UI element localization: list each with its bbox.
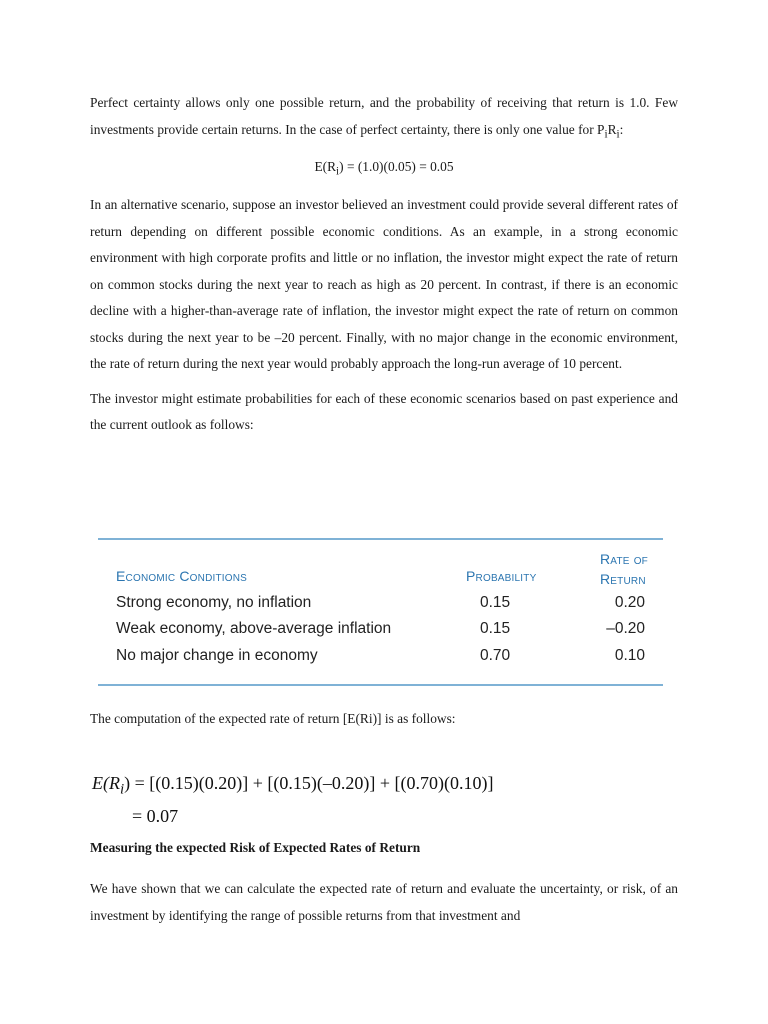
- document-body: [90, 90, 678, 439]
- paragraph-perfect-certainty: [90, 90, 678, 148]
- variable-r: R: [607, 121, 617, 137]
- cell-probability: 0.15: [480, 594, 511, 611]
- paragraph-probabilities-intro: The investor might estimate probabilities for each of these economic scenarios based on past experience and the current outlook as follows:: [90, 390, 678, 433]
- paragraph-computation-intro: The computation of the expected rate of return [E(Ri)] is as follows:: [90, 711, 456, 726]
- cell-condition: Weak economy, above-average inflation: [116, 620, 392, 637]
- section-heading: Measuring the expected Risk of Expected Rates of Return: [90, 840, 421, 855]
- cell-condition: No major change in economy: [116, 647, 318, 664]
- cell-rate: 0.20: [614, 594, 645, 611]
- formula-part: E(R: [314, 158, 337, 174]
- formula-lhs: E(R: [92, 773, 120, 793]
- header-rate-of-return: [600, 549, 648, 589]
- cell-probability: 0.70: [480, 647, 511, 664]
- cell-rate: 0.10: [614, 647, 645, 664]
- header-rate-line1: Rate of: [600, 551, 648, 567]
- cell-rate: –0.20: [606, 620, 645, 637]
- formula-rhs: ) = [(0.15)(0.20)] + [(0.15)(–0.20)] + [(0.70)(0.10)]: [124, 773, 494, 793]
- table-row: [98, 594, 663, 620]
- header-rate-line2: Return: [600, 571, 646, 587]
- paragraph-text: Perfect certainty allows only one possible return, and the probability of receiving that return is 1.0. Few investments provide certain returns. In the case of perfect certainty, there is only one value for P: [90, 95, 678, 137]
- paragraph-alternative-scenario: In an alternative scenario, suppose an investor believed an investment could provide several different rates of return depending on different possible economic conditions. As an example, in a strong economic environment with high corporate profits and little or no inflation, the investor might expect the rate of return on common stocks during the next year to reach as high as 20 percent. In contrast, if there is an economic decline with a higher-than-average rate of inflation, the investor might expect the rate of return on common stocks during the next year to be –20 percent. Finally, with no major change in the economic environment, the rate of return during the next year would probably approach the long-run average of 10 percent.: [90, 197, 678, 372]
- header-probability: Probability: [466, 568, 537, 584]
- subscript: i: [119, 781, 125, 798]
- economic-conditions-table: [98, 538, 663, 686]
- header-economic-conditions: Economic Conditions: [116, 568, 248, 584]
- cell-condition: Strong economy, no inflation: [116, 594, 312, 611]
- formula-part: ) = (1.0)(0.05) = 0.05: [339, 158, 454, 174]
- formula-line-1: [92, 770, 494, 803]
- table-row: [98, 620, 663, 646]
- formula-line-2: = 0.07: [132, 805, 179, 826]
- punctuation: :: [619, 121, 624, 137]
- subscript: i: [604, 128, 608, 141]
- formula-perfect-certainty: [90, 154, 678, 185]
- formula-expected-return: [92, 770, 494, 829]
- subscript: i: [336, 165, 340, 178]
- table-row: [98, 647, 663, 673]
- subscript: i: [616, 128, 620, 141]
- paragraph-measuring-risk: We have shown that we can calculate the expected rate of return and evaluate the uncertainty, or risk, of an investment by identifying the range of possible returns from that investment and: [90, 881, 678, 923]
- cell-probability: 0.15: [480, 620, 511, 637]
